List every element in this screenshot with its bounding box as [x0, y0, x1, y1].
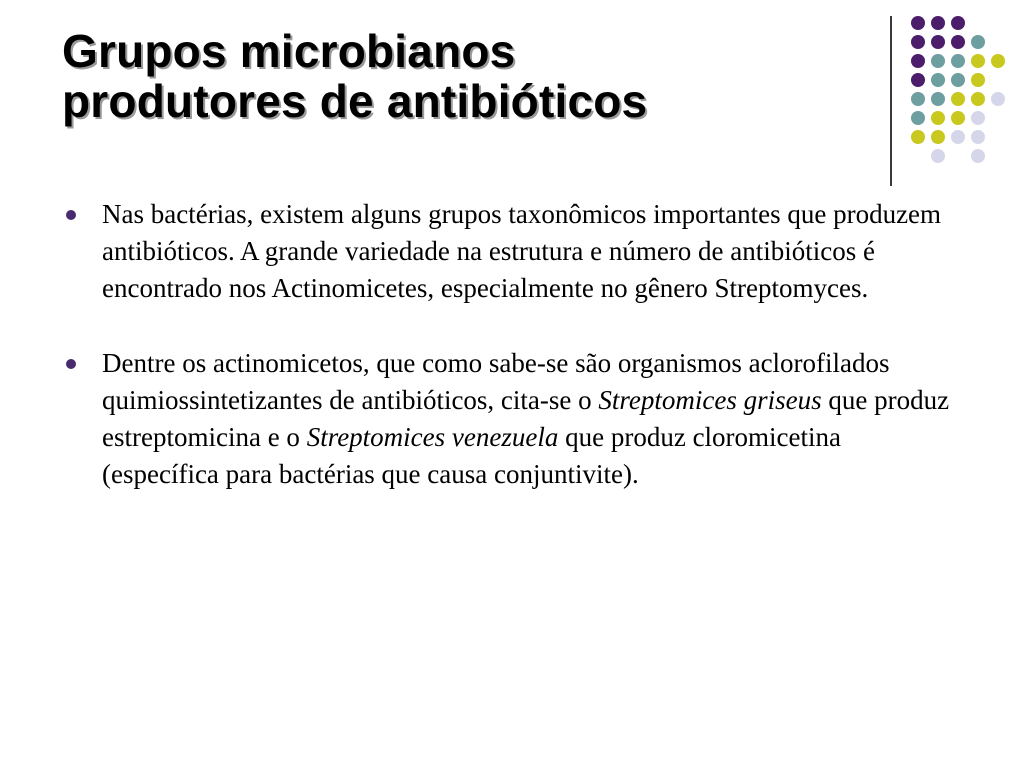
decorative-dot: [911, 73, 925, 87]
species-name-griseus: Streptomices griseus: [598, 385, 822, 415]
bullet-icon: [66, 210, 76, 220]
decorative-dot: [931, 92, 945, 106]
decorative-dot: [931, 73, 945, 87]
decorative-dot: [951, 92, 965, 106]
bullet-2-part-3: que produz cloromicetina (específica para bactérias que causa conjuntivite).: [102, 422, 842, 489]
decorative-dot: [931, 130, 945, 144]
decorative-dot: [911, 54, 925, 68]
slide-title: [62, 26, 882, 126]
decorative-dot: [911, 111, 925, 125]
decorative-dot: [971, 35, 985, 49]
decorative-dot: [971, 149, 985, 163]
decorative-dot: [931, 16, 945, 30]
decorative-dot: [951, 54, 965, 68]
title-line-2: produtores de antibióticos: [62, 75, 648, 127]
decorative-dot: [991, 92, 1005, 106]
bullet-text-1: Nas bactérias, existem alguns grupos taxonômicos importantes que produzem antibióticos. A grande variedade na estrutura e número de antibióticos é encontrado nos Actinomicetes, especialmente no gênero Streptomyces.: [102, 199, 942, 303]
decorative-dot: [951, 130, 965, 144]
bullet-item-1: [62, 196, 962, 307]
title-divider-line: [890, 16, 892, 186]
decorative-dot: [991, 54, 1005, 68]
decorative-dot: [911, 16, 925, 30]
decorative-dot: [931, 54, 945, 68]
decorative-dot: [951, 73, 965, 87]
decorative-dot: [931, 35, 945, 49]
decorative-dot: [911, 130, 925, 144]
decorative-dot: [951, 35, 965, 49]
bullet-2-part-1: Dentre os actinomicetos, que como sabe-se são organismos aclorofilados quimiossintetizantes de antibióticos, cita-se o: [102, 348, 890, 415]
decorative-dot: [911, 35, 925, 49]
bullet-text-2: [102, 348, 949, 489]
decorative-dot: [971, 92, 985, 106]
decorative-dot: [951, 16, 965, 30]
decorative-dot: [971, 111, 985, 125]
species-name-venezuela: Streptomices venezuela: [306, 422, 559, 452]
decorative-dot: [931, 111, 945, 125]
decorative-dot: [971, 73, 985, 87]
decorative-dot: [911, 92, 925, 106]
decorative-dot: [931, 149, 945, 163]
bullet-item-2: [62, 345, 962, 493]
title-line-1: Grupos microbianos: [62, 25, 516, 77]
decorative-dot: [971, 54, 985, 68]
bullet-2-part-2: que produz estreptomicina e o: [102, 385, 950, 452]
decorative-dot: [971, 130, 985, 144]
bullet-list: [62, 196, 962, 531]
decorative-dot: [951, 111, 965, 125]
bullet-icon: [66, 359, 76, 369]
